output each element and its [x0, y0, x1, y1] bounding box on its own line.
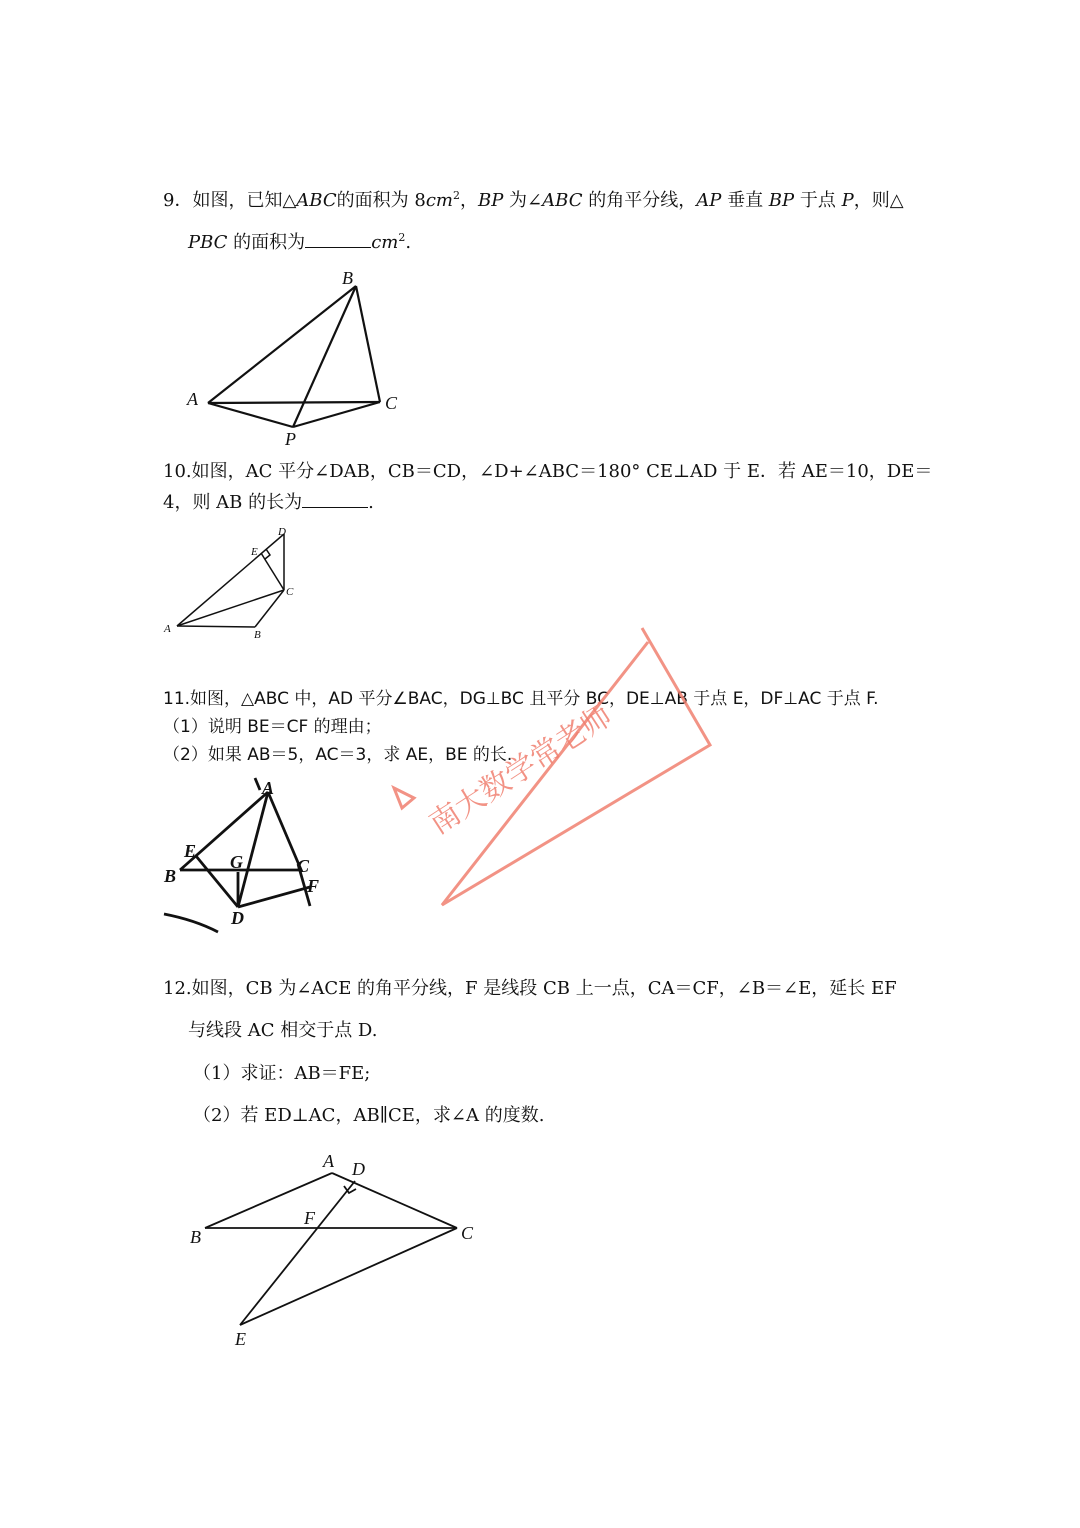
- label-b: B: [190, 1227, 201, 1247]
- label-b: B: [342, 268, 353, 288]
- watermark: [380, 620, 740, 920]
- q11-figure: [160, 772, 340, 932]
- q12-figure: [180, 1148, 490, 1353]
- label-e: E: [251, 546, 258, 558]
- q10-figure: [160, 522, 310, 647]
- q9-figure: [180, 262, 410, 452]
- q11-line2: （1）说明 BE＝CF 的理由；: [163, 717, 382, 737]
- label-d: D: [278, 526, 286, 538]
- q10-line2: 4，则 AB 的长为 .: [163, 489, 374, 515]
- answer-blank[interactable]: [305, 229, 371, 248]
- label-g: G: [230, 852, 243, 872]
- label-c: C: [286, 586, 294, 598]
- label-b: B: [254, 629, 261, 641]
- label-a: A: [164, 623, 171, 635]
- watermark-text: 南大数学常老师: [423, 697, 619, 842]
- q12-line3: （1）求证：AB＝FE;: [193, 1063, 371, 1084]
- label-c: C: [297, 856, 310, 876]
- q9-line2: PBC 的面积为 $cm^2$.: [188, 231, 412, 253]
- label-f: F: [307, 876, 320, 896]
- label-a: A: [323, 1151, 334, 1171]
- q12-line1: 12.如图，CB 为∠ACE 的角平分线，F 是线段 CB 上一点，CA＝CF，∠B＝∠E，延长 EF: [163, 978, 897, 999]
- q12-line2: 与线段 AC 相交于点 D.: [188, 1020, 378, 1041]
- q10-line1: 10.如图，AC 平分∠DAB，CB＝CD，∠D+∠ABC＝180° CE⊥AD 于 E．若 AE＝10，DE＝: [163, 461, 933, 482]
- label-b: B: [164, 866, 177, 886]
- label-a: A: [187, 389, 198, 409]
- q9-line1: 9．如图，已知△ABC的面积为 $8cm^2$，BP 为∠ABC 的角平分线，AP 垂直 BP 于点 P，则△: [163, 189, 904, 211]
- q11-line3: （2）如果 AB＝5，AC＝3，求 AE，BE 的长.: [163, 745, 513, 765]
- q11-line1: 11.如图，△ABC 中，AD 平分∠BAC，DG⊥BC 且平分 BC，DE⊥AB 于点 E，DF⊥AC 于点 F.: [163, 689, 879, 709]
- label-c: C: [385, 393, 398, 413]
- label-e: E: [235, 1329, 246, 1349]
- label-c: C: [461, 1223, 474, 1243]
- label-d: D: [231, 908, 244, 928]
- label-d: D: [352, 1159, 365, 1179]
- label-a: A: [262, 778, 275, 798]
- label-p: P: [285, 429, 296, 449]
- q12-line4: （2）若 ED⊥AC，AB∥CE，求∠A 的度数.: [193, 1105, 545, 1126]
- label-e: E: [184, 841, 197, 861]
- label-f: F: [304, 1208, 315, 1228]
- answer-blank[interactable]: [302, 489, 368, 508]
